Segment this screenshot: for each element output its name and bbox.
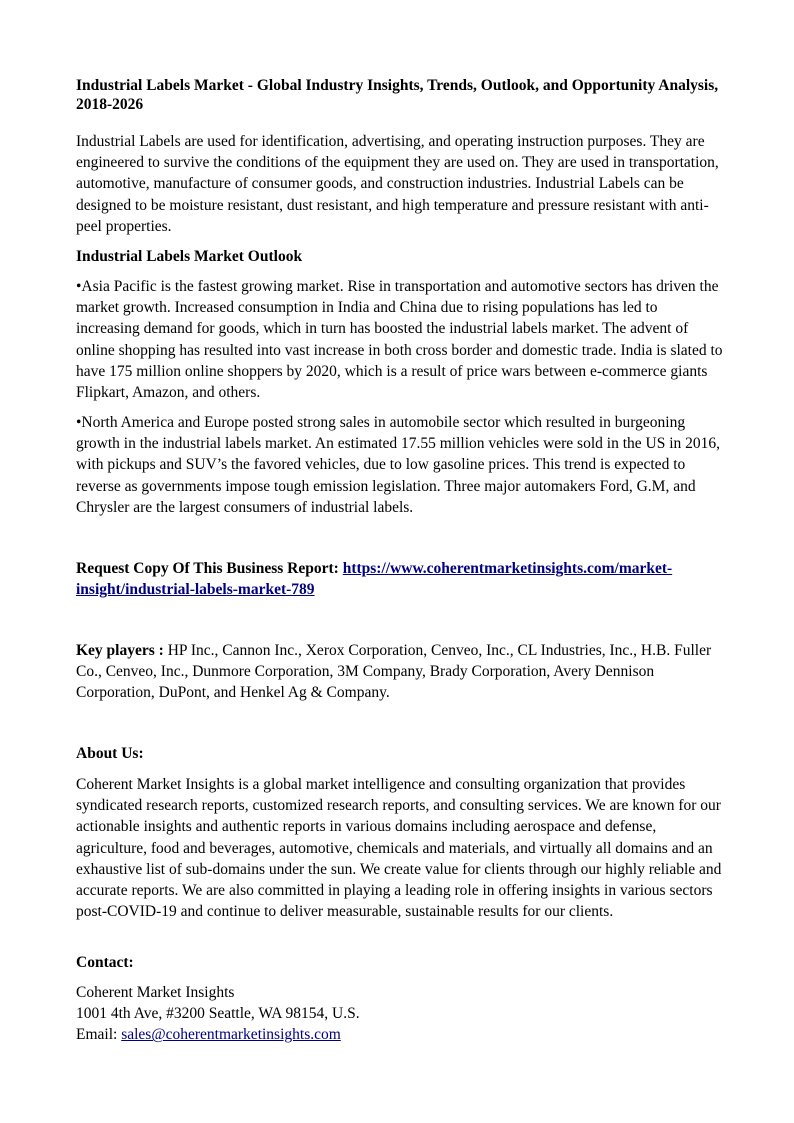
contact-block [76, 982, 724, 1046]
contact-email-line [76, 1024, 724, 1045]
bullet-asia-pacific: •Asia Pacific is the fastest growing market. Rise in transportation and automotive sectors has driven the market growth. Increased consumption in India and China due to rising populations has led to increasing demand for goods, which in turn has boosted the industrial labels market. The advent of online shopping has resulted into vast increase in both cross border and domestic trade. India is slated to have 175 million online shoppers by 2020, which is a result of price wars between e-commerce giants Flipkart, Amazon, and others. [76, 278, 723, 402]
request-label: Request Copy Of This Business Report: [76, 560, 343, 577]
key-players-label: Key players : [76, 642, 168, 659]
report-link[interactable]: https://www.coherentmarketinsights.com/market-insight/industrial-labels-market-789 [76, 560, 673, 599]
bullet-north-america: •North America and Europe posted strong sales in automobile sector which resulted in burgeoning growth in the industrial labels market. An estimated 17.55 million vehicles were sold in the US in 2016, with pickups and SUV’s the favored vehicles, due to low gasoline prices. This trend is expected to reverse as governments impose tough emission legislation. Three major automakers Ford, G.M, and Chrysler are the largest consumers of industrial labels. [76, 414, 721, 516]
contact-heading: Contact: [76, 954, 134, 971]
outlook-heading: Industrial Labels Market Outlook [76, 248, 303, 265]
intro-paragraph: Industrial Labels are used for identification, advertising, and operating instruction purposes. They are engineered to survive the conditions of the equipment they are used on. They are used in transportation, automotive, manufacture of consumer goods, and construction industries. Industrial Labels can be designed to be moisture resistant, dust resistant, and high temperature and pressure resistant with anti-peel properties. [76, 133, 719, 235]
key-players-text: HP Inc., Cannon Inc., Xerox Corporation, Cenveo, Inc., CL Industries, Inc., H.B. Fuller Co., Cenveo, Inc., Dunmore Corporation, 3M Company, Brady Corporation, Avery Dennison Corporation, DuPont, and Henkel Ag & Company. [76, 642, 712, 702]
request-copy [76, 558, 724, 600]
email-label: Email: [76, 1026, 122, 1044]
about-paragraph: Coherent Market Insights is a global market intelligence and consulting organization that provides syndicated research reports, customized research reports, and consulting services. We are known for our actionable insights and authentic reports in various domains including aerospace and defense, agriculture, food and beverages, automotive, chemicals and materials, and virtually all domains and an exhaustive list of sub-domains under the sun. We create value for clients through our highly reliable and accurate reports. We are also committed in playing a leading role in offering insights in various sectors post-COVID-19 and continue to deliver measurable, sustainable results for our clients. [76, 776, 722, 921]
email-link[interactable]: sales@coherentmarketinsights.com [121, 1026, 341, 1044]
contact-address: 1001 4th Ave, #3200 Seattle, WA 98154, U.S. [76, 1005, 360, 1023]
document-title: Industrial Labels Market - Global Industry Insights, Trends, Outlook, and Opportunity Analysis, 2018-2026 [76, 77, 719, 113]
about-heading: About Us: [76, 745, 144, 762]
contact-company: Coherent Market Insights [76, 984, 235, 1001]
key-players [76, 640, 724, 704]
